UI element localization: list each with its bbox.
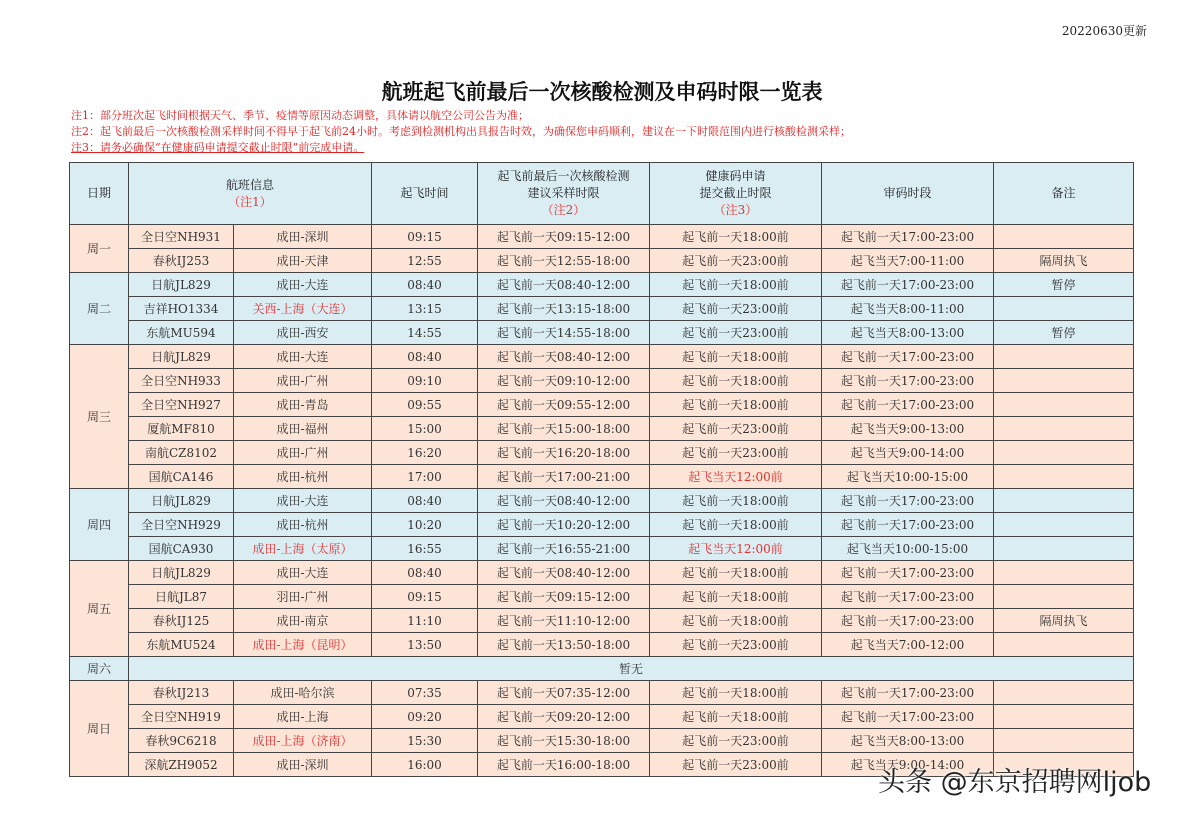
airline-flight-cell: 日航JL829 <box>129 561 234 585</box>
route-cell: 成田-广州 <box>234 441 372 465</box>
review-window-cell: 起飞前一天17:00-23:00 <box>822 369 994 393</box>
remark-cell: 暂停 <box>994 321 1134 345</box>
table-row <box>70 633 1134 657</box>
airline-flight-cell: 日航JL829 <box>129 345 234 369</box>
test-window-cell: 起飞前一天13:15-18:00 <box>478 297 650 321</box>
departure-time-cell: 11:10 <box>372 609 478 633</box>
remark-cell <box>994 297 1134 321</box>
table-body <box>70 225 1134 777</box>
route-cell: 关西-上海（大连） <box>234 297 372 321</box>
note-1: 注1：部分班次起飞时间根据天气、季节、疫情等原因动态调整，具体请以航空公司公告为准； <box>71 109 529 122</box>
test-window-cell: 起飞前一天09:15-12:00 <box>478 585 650 609</box>
route-cell: 羽田-广州 <box>234 585 372 609</box>
test-window-cell: 起飞前一天08:40-12:00 <box>478 489 650 513</box>
departure-time-cell: 16:20 <box>372 441 478 465</box>
day-cell: 周二 <box>70 273 129 345</box>
page-title: 航班起飞前最后一次核酸检测及申码时限一览表 <box>381 80 823 104</box>
route-cell: 成田-南京 <box>234 609 372 633</box>
airline-flight-cell: 日航JL829 <box>129 273 234 297</box>
healthcode-deadline-cell: 起飞前一天18:00前 <box>650 561 822 585</box>
header-row <box>70 163 1134 225</box>
healthcode-deadline-cell: 起飞前一天23:00前 <box>650 729 822 753</box>
remark-cell: 隔周执飞 <box>994 609 1134 633</box>
notes <box>71 108 851 156</box>
test-window-cell: 起飞前一天09:55-12:00 <box>478 393 650 417</box>
review-window-cell: 起飞当天7:00-11:00 <box>822 249 994 273</box>
remark-cell <box>994 729 1134 753</box>
test-window-cell: 起飞前一天10:20-12:00 <box>478 513 650 537</box>
healthcode-deadline-cell: 起飞前一天23:00前 <box>650 633 822 657</box>
route-cell: 成田-哈尔滨 <box>234 681 372 705</box>
header-dep: 起飞时间 <box>372 163 478 225</box>
review-window-cell: 起飞当天8:00-13:00 <box>822 729 994 753</box>
airline-flight-cell: 全日空NH919 <box>129 705 234 729</box>
departure-time-cell: 08:40 <box>372 345 478 369</box>
header-day: 日期 <box>70 163 129 225</box>
route-cell: 成田-杭州 <box>234 513 372 537</box>
departure-time-cell: 16:00 <box>372 753 478 777</box>
header-flight-label: 航班信息 <box>225 177 274 192</box>
test-window-cell: 起飞前一天08:40-12:00 <box>478 273 650 297</box>
test-window-cell: 起飞前一天15:00-18:00 <box>478 417 650 441</box>
airline-flight-cell: 春秋IJ125 <box>129 609 234 633</box>
test-window-cell: 起飞前一天09:20-12:00 <box>478 705 650 729</box>
healthcode-deadline-cell: 起飞前一天18:00前 <box>650 585 822 609</box>
airline-flight-cell: 全日空NH931 <box>129 225 234 249</box>
watermark: 头条 @东京招聘网ljob <box>878 767 1152 798</box>
remark-cell: 隔周执飞 <box>994 249 1134 273</box>
route-cell: 成田-广州 <box>234 369 372 393</box>
review-window-cell: 起飞前一天17:00-23:00 <box>822 273 994 297</box>
healthcode-deadline-cell: 起飞前一天18:00前 <box>650 345 822 369</box>
route-cell: 成田-深圳 <box>234 225 372 249</box>
departure-time-cell: 08:40 <box>372 561 478 585</box>
healthcode-deadline-cell: 起飞当天12:00前 <box>650 465 822 489</box>
healthcode-deadline-cell: 起飞前一天18:00前 <box>650 369 822 393</box>
test-window-cell: 起飞前一天17:00-21:00 <box>478 465 650 489</box>
route-cell: 成田-大连 <box>234 561 372 585</box>
healthcode-deadline-cell: 起飞前一天18:00前 <box>650 393 822 417</box>
header-test-2: 建议采样时限 <box>527 186 600 200</box>
header-test <box>478 163 650 225</box>
route-cell: 成田-西安 <box>234 321 372 345</box>
header-hc-1: 健康码申请 <box>705 169 766 183</box>
airline-flight-cell: 全日空NH933 <box>129 369 234 393</box>
airline-flight-cell: 春秋IJ253 <box>129 249 234 273</box>
review-window-cell: 起飞当天10:00-15:00 <box>822 465 994 489</box>
airline-flight-cell: 深航ZH9052 <box>129 753 234 777</box>
remark-cell <box>994 681 1134 705</box>
departure-time-cell: 07:35 <box>372 681 478 705</box>
table-row <box>70 345 1134 369</box>
table-row <box>70 441 1134 465</box>
route-cell: 成田-上海（昆明） <box>234 633 372 657</box>
healthcode-deadline-cell: 起飞前一天18:00前 <box>650 273 822 297</box>
table-row <box>70 393 1134 417</box>
table-row <box>70 729 1134 753</box>
table-row <box>70 489 1134 513</box>
table-row <box>70 609 1134 633</box>
remark-cell <box>994 465 1134 489</box>
route-cell: 成田-深圳 <box>234 753 372 777</box>
departure-time-cell: 16:55 <box>372 537 478 561</box>
departure-time-cell: 09:10 <box>372 369 478 393</box>
airline-flight-cell: 春秋9C6218 <box>129 729 234 753</box>
healthcode-deadline-cell: 起飞前一天23:00前 <box>650 297 822 321</box>
review-window-cell: 起飞当天9:00-14:00 <box>822 441 994 465</box>
departure-time-cell: 15:00 <box>372 417 478 441</box>
remark-cell <box>994 705 1134 729</box>
table-row <box>70 561 1134 585</box>
test-window-cell: 起飞前一天11:10-12:00 <box>478 609 650 633</box>
healthcode-deadline-cell: 起飞前一天18:00前 <box>650 513 822 537</box>
test-window-cell: 起飞前一天16:20-18:00 <box>478 441 650 465</box>
day-cell: 周四 <box>70 489 129 561</box>
route-cell: 成田-大连 <box>234 273 372 297</box>
header-test-1: 起飞前最后一次核酸检测 <box>497 169 630 183</box>
review-window-cell: 起飞前一天17:00-23:00 <box>822 609 994 633</box>
remark-cell <box>994 489 1134 513</box>
table-row <box>70 657 1134 681</box>
airline-flight-cell: 全日空NH927 <box>129 393 234 417</box>
table-row <box>70 681 1134 705</box>
review-window-cell: 起飞前一天17:00-23:00 <box>822 513 994 537</box>
test-window-cell: 起飞前一天13:50-18:00 <box>478 633 650 657</box>
remark-cell <box>994 225 1134 249</box>
header-review: 审码时段 <box>822 163 994 225</box>
review-window-cell: 起飞前一天17:00-23:00 <box>822 345 994 369</box>
airline-flight-cell: 东航MU524 <box>129 633 234 657</box>
remark-cell <box>994 585 1134 609</box>
test-window-cell: 起飞前一天07:35-12:00 <box>478 681 650 705</box>
departure-time-cell: 13:15 <box>372 297 478 321</box>
note-2: 注2：起飞前最后一次核酸检测采样时间不得早于起飞前24小时。考虑到检测机构出具报告时效，为确保您申码顺利，建议在一下时限范围内进行核酸检测采样； <box>71 125 851 138</box>
remark-cell <box>994 633 1134 657</box>
review-window-cell: 起飞前一天17:00-23:00 <box>822 561 994 585</box>
departure-time-cell: 17:00 <box>372 465 478 489</box>
table-row <box>70 369 1134 393</box>
airline-flight-cell: 南航CZ8102 <box>129 441 234 465</box>
review-window-cell: 起飞当天9:00-14:00 <box>822 753 994 777</box>
route-cell: 成田-上海（太原） <box>234 537 372 561</box>
review-window-cell: 起飞当天9:00-13:00 <box>822 417 994 441</box>
header-hc-note: （注3） <box>713 203 758 217</box>
route-cell: 成田-大连 <box>234 345 372 369</box>
test-window-cell: 起飞前一天14:55-18:00 <box>478 321 650 345</box>
airline-flight-cell: 日航JL829 <box>129 489 234 513</box>
healthcode-deadline-cell: 起飞前一天18:00前 <box>650 489 822 513</box>
airline-flight-cell: 国航CA930 <box>129 537 234 561</box>
departure-time-cell: 08:40 <box>372 489 478 513</box>
table-row <box>70 705 1134 729</box>
airline-flight-cell: 东航MU594 <box>129 321 234 345</box>
departure-time-cell: 14:55 <box>372 321 478 345</box>
note-3: 注3：请务必确保“在健康码申请提交截止时限”前完成申请。 <box>71 141 365 154</box>
route-cell: 成田-上海（济南） <box>234 729 372 753</box>
departure-time-cell: 09:15 <box>372 225 478 249</box>
header-flight-note: （注1） <box>228 194 272 209</box>
departure-time-cell: 09:15 <box>372 585 478 609</box>
day-cell: 周六 <box>70 657 129 681</box>
review-window-cell: 起飞前一天17:00-23:00 <box>822 681 994 705</box>
route-cell: 成田-杭州 <box>234 465 372 489</box>
review-window-cell: 起飞前一天17:00-23:00 <box>822 225 994 249</box>
departure-time-cell: 13:50 <box>372 633 478 657</box>
day-cell: 周一 <box>70 225 129 273</box>
remark-cell: 暂停 <box>994 273 1134 297</box>
remark-cell <box>994 561 1134 585</box>
airline-flight-cell: 日航JL87 <box>129 585 234 609</box>
healthcode-deadline-cell: 起飞前一天23:00前 <box>650 753 822 777</box>
route-cell: 成田-福州 <box>234 417 372 441</box>
table-row <box>70 417 1134 441</box>
departure-time-cell: 09:55 <box>372 393 478 417</box>
test-window-cell: 起飞前一天08:40-12:00 <box>478 561 650 585</box>
table-row <box>70 585 1134 609</box>
departure-time-cell: 12:55 <box>372 249 478 273</box>
table-row <box>70 537 1134 561</box>
test-window-cell: 起飞前一天08:40-12:00 <box>478 345 650 369</box>
table-row <box>70 321 1134 345</box>
table-row <box>70 465 1134 489</box>
test-window-cell: 起飞前一天09:10-12:00 <box>478 369 650 393</box>
route-cell: 成田-天津 <box>234 249 372 273</box>
test-window-cell: 起飞前一天09:15-12:00 <box>478 225 650 249</box>
header-test-note: （注2） <box>541 203 586 217</box>
table-row <box>70 273 1134 297</box>
healthcode-deadline-cell: 起飞前一天18:00前 <box>650 681 822 705</box>
healthcode-deadline-cell: 起飞前一天18:00前 <box>650 225 822 249</box>
day-cell: 周五 <box>70 561 129 657</box>
review-window-cell: 起飞当天8:00-11:00 <box>822 297 994 321</box>
route-cell: 成田-青岛 <box>234 393 372 417</box>
remark-cell <box>994 441 1134 465</box>
healthcode-deadline-cell: 起飞前一天18:00前 <box>650 705 822 729</box>
route-cell: 成田-上海 <box>234 705 372 729</box>
table-row <box>70 297 1134 321</box>
review-window-cell: 起飞前一天17:00-23:00 <box>822 705 994 729</box>
review-window-cell: 起飞前一天17:00-23:00 <box>822 489 994 513</box>
remark-cell <box>994 369 1134 393</box>
healthcode-deadline-cell: 起飞当天12:00前 <box>650 537 822 561</box>
day-cell: 周日 <box>70 681 129 777</box>
review-window-cell: 起飞前一天17:00-23:00 <box>822 585 994 609</box>
test-window-cell: 起飞前一天16:55-21:00 <box>478 537 650 561</box>
departure-time-cell: 10:20 <box>372 513 478 537</box>
test-window-cell: 起飞前一天16:00-18:00 <box>478 753 650 777</box>
departure-time-cell: 09:20 <box>372 705 478 729</box>
table-row <box>70 249 1134 273</box>
airline-flight-cell: 吉祥HO1334 <box>129 297 234 321</box>
update-date: 20220630更新 <box>1061 24 1147 38</box>
none-cell: 暂无 <box>129 657 1134 681</box>
review-window-cell: 起飞当天10:00-15:00 <box>822 537 994 561</box>
airline-flight-cell: 国航CA146 <box>129 465 234 489</box>
header-hc <box>650 163 822 225</box>
test-window-cell: 起飞前一天12:55-18:00 <box>478 249 650 273</box>
test-window-cell: 起飞前一天15:30-18:00 <box>478 729 650 753</box>
header-remark: 备注 <box>994 163 1134 225</box>
remark-cell <box>994 417 1134 441</box>
departure-time-cell: 08:40 <box>372 273 478 297</box>
route-cell: 成田-大连 <box>234 489 372 513</box>
remark-cell <box>994 345 1134 369</box>
healthcode-deadline-cell: 起飞前一天18:00前 <box>650 609 822 633</box>
healthcode-deadline-cell: 起飞前一天23:00前 <box>650 417 822 441</box>
review-window-cell: 起飞前一天17:00-23:00 <box>822 393 994 417</box>
airline-flight-cell: 全日空NH929 <box>129 513 234 537</box>
departure-time-cell: 15:30 <box>372 729 478 753</box>
healthcode-deadline-cell: 起飞前一天23:00前 <box>650 321 822 345</box>
table-row <box>70 513 1134 537</box>
remark-cell <box>994 537 1134 561</box>
remark-cell <box>994 393 1134 417</box>
remark-cell <box>994 513 1134 537</box>
healthcode-deadline-cell: 起飞前一天23:00前 <box>650 249 822 273</box>
flight-table <box>69 162 1134 777</box>
airline-flight-cell: 春秋IJ213 <box>129 681 234 705</box>
review-window-cell: 起飞当天7:00-12:00 <box>822 633 994 657</box>
table-row <box>70 225 1134 249</box>
header-flight <box>129 163 372 225</box>
airline-flight-cell: 厦航MF810 <box>129 417 234 441</box>
healthcode-deadline-cell: 起飞前一天23:00前 <box>650 441 822 465</box>
review-window-cell: 起飞当天8:00-13:00 <box>822 321 994 345</box>
day-cell: 周三 <box>70 345 129 489</box>
header-hc-2: 提交截止时限 <box>699 186 772 200</box>
